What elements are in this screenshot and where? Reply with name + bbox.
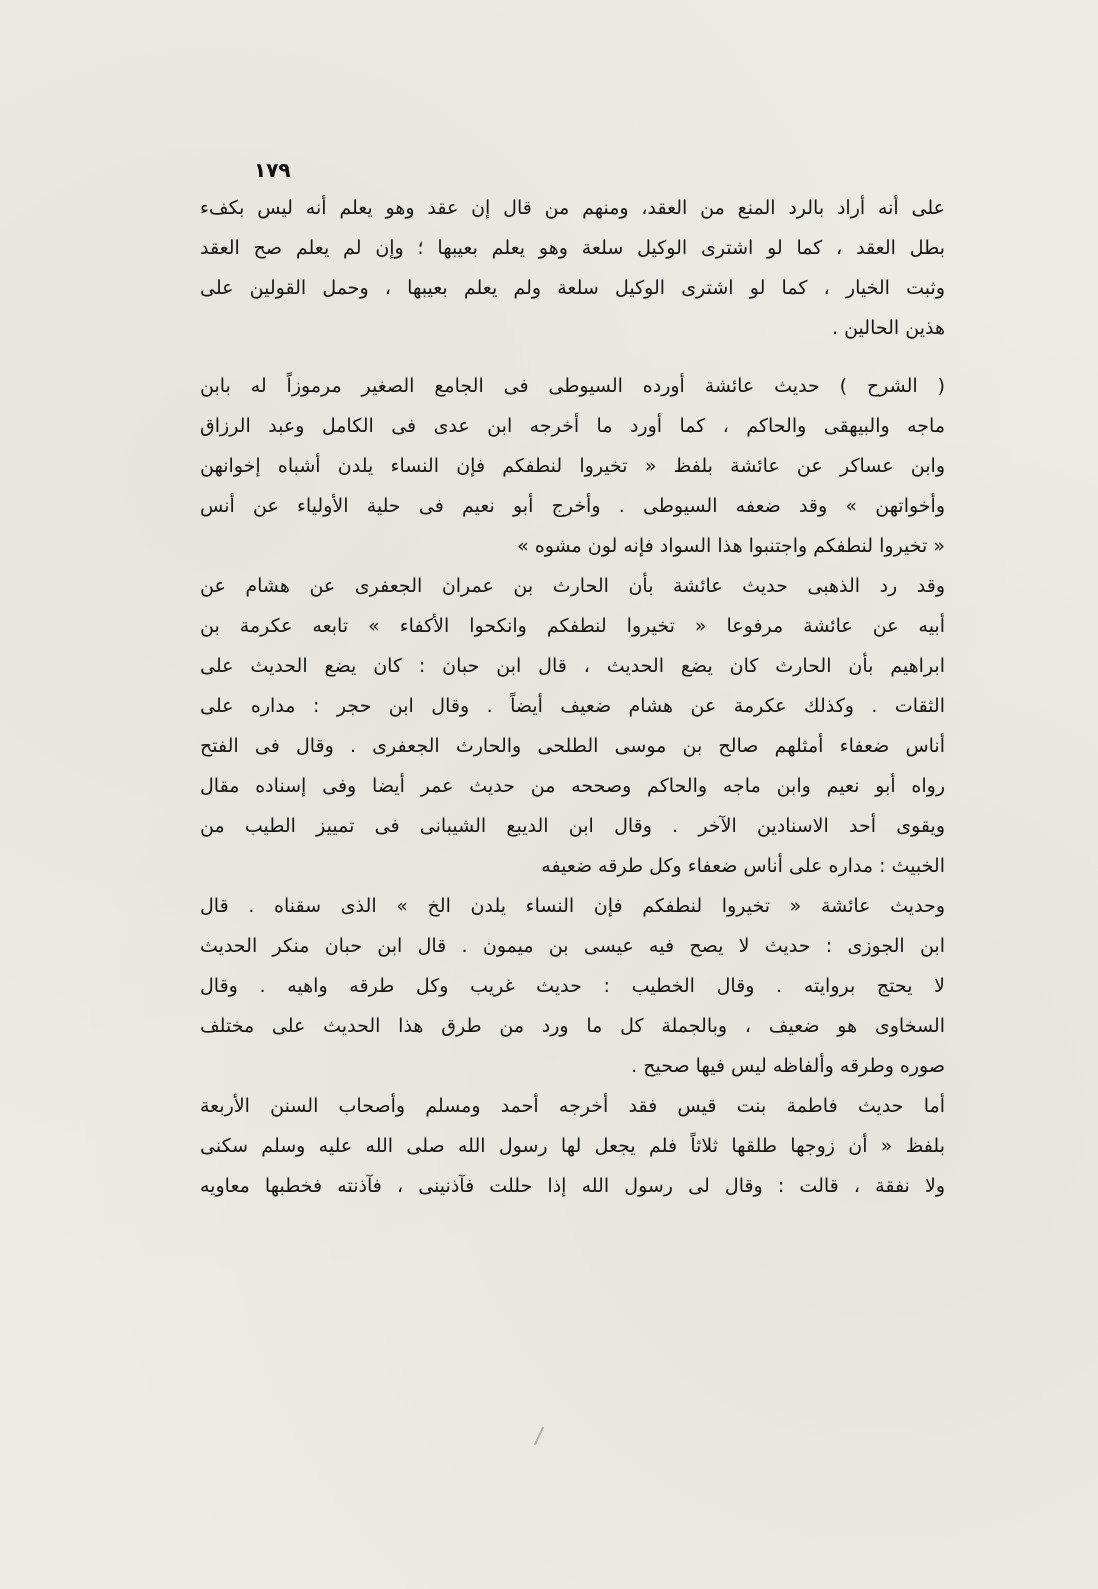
paragraph-5 (200, 1086, 945, 1206)
text-line: ابن الجوزى : حديث لا يصح فيه عيسى بن ميمون . قال ابن حبان منكر الحديث (200, 935, 945, 957)
paragraph-4 (200, 886, 945, 1086)
text-line: ماجه والبيهقى والحاكم ، كما أورد ما أخرجه ابن عدى فى الكامل وعبد الرزاق (200, 415, 945, 437)
text-line: بلفظ « أن زوجها طلقها ثلاثاً فلم يجعل لها رسول الله صلى الله عليه وسلم سكنى (200, 1135, 945, 1157)
page-number: ١٧٩ (254, 158, 291, 182)
text-line: ( الشرح ) حديث عائشة أورده السيوطى فى الجامع الصغير مرموزاً له بابن (200, 375, 945, 397)
text-line: بطل العقد ، كما لو اشترى الوكيل سلعة وهو يعلم بعيبها ؛ وإن لم يعلم صح العقد (200, 237, 945, 259)
paragraph-gap (200, 348, 945, 366)
text-line: أما حديث فاطمة بنت قيس فقد أخرجه أحمد ومسلم وأصحاب السنن الأربعة (200, 1095, 945, 1117)
text-line: أبيه عن عائشة مرفوعا « تخيروا لنطفكم وانكحوا الأكفاء » تابعه عكرمة بن (200, 615, 945, 637)
text-line: الثقات . وكذلك عكرمة عن هشام ضعيف أيضاً . وقال ابن حجر : مداره على (200, 695, 945, 717)
text-line: ويقوى أحد الاسنادين الآخر . وقال ابن الديبع الشيبانى فى تمييز الطيب من (200, 815, 945, 837)
text-line: ولا نفقة ، قالت : وقال لى رسول الله إذا حللت فآذنينى ، فآذنته فخطبها معاويه (200, 1175, 945, 1197)
text-line: الخبيث : مداره على أناس ضعفاء وكل طرقه ضعيفه (541, 855, 945, 877)
text-line: لا يحتج بروايته . وقال الخطيب : حديث غريب وكل طرقه واهيه . وقال (200, 975, 945, 997)
text-line: وثبت الخيار ، كما لو اشترى الوكيل سلعة ولم يعلم بعيبها ، وحمل القولين على (200, 277, 945, 299)
text-line: وحديث عائشة « تخيروا لنطفكم فإن النساء يلدن الخ » الذى سقناه . قال (200, 895, 945, 917)
text-line: وابن عساكر عن عائشة بلفظ « تخيروا لنطفكم فإن النساء يلدن أشباه إخوانهن (200, 455, 945, 477)
text-line: وأخواتهن » وقد ضعفه السيوطى . وأخرج أبو نعيم فى حلية الأولياء عن أنس (200, 495, 945, 517)
text-line: على أنه أراد بالرد المنع من العقد، ومنهم من قال إن عقد وهو يعلم أنه ليس بكفء (200, 197, 945, 219)
text-line: وقد رد الذهبى حديث عائشة بأن الحارث بن عمران الجعفرى عن هشام عن (200, 575, 945, 597)
paragraph-3 (200, 566, 945, 886)
text-line: ابراهيم بأن الحارث كان يضع الحديث ، قال ابن حبان : كان يضع الحديث على (200, 655, 945, 677)
paragraph-1 (200, 188, 945, 348)
text-line: السخاوى هو ضعيف ، وبالجملة كل ما ورد من طرق هذا الحديث على مختلف (200, 1015, 945, 1037)
paragraph-2 (200, 366, 945, 566)
text-line: « تخيروا لنطفكم واجتنبوا هذا السواد فإنه لون مشوه » (517, 535, 945, 557)
text-line: صوره وطرقه وألفاظه ليس فيها صحيح . (631, 1055, 945, 1077)
text-line: رواه أبو نعيم وابن ماجه والحاكم وصححه من حديث عمر أيضا وفى إسناده مقال (200, 775, 945, 797)
text-line: أناس ضعفاء أمثلهم صالح بن موسى الطلحى والحارث الجعفرى . وقال فى الفتح (200, 735, 945, 757)
body-text (200, 188, 945, 1206)
text-line: هذين الحالين . (832, 317, 945, 339)
scan-mark (534, 1427, 544, 1446)
